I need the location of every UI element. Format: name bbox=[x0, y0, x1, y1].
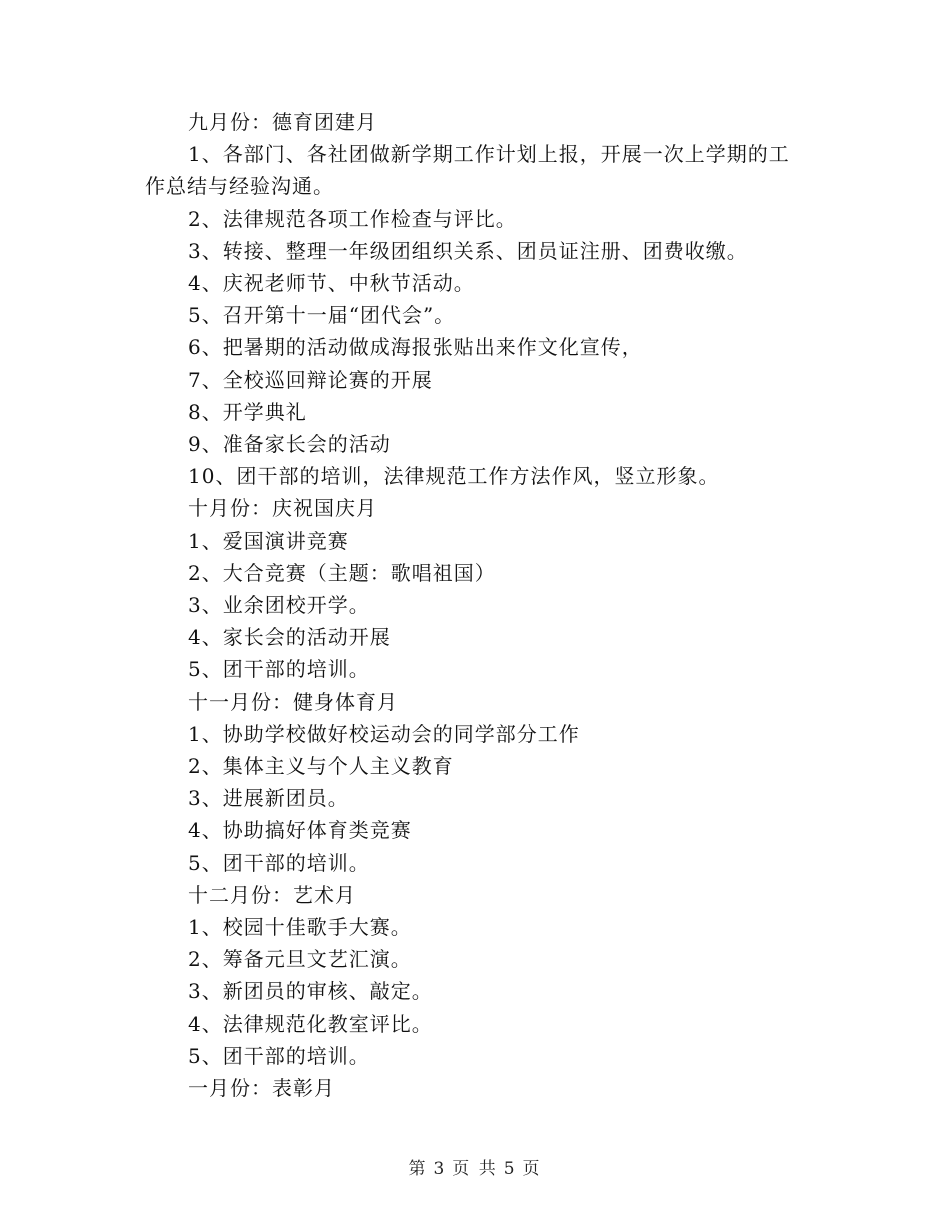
list-item: 6、把暑期的活动做成海报张贴出来作文化宣传， bbox=[188, 335, 643, 360]
footer-middle: 页 共 bbox=[452, 1159, 498, 1179]
list-item: 4、法律规范化教室评比。 bbox=[188, 1011, 433, 1036]
list-item: 3、转接、整理一年级团组织关系、团员证注册、团费收缴。 bbox=[188, 238, 748, 263]
list-item: 4、协助搞好体育类竞赛 bbox=[188, 818, 412, 843]
section-heading-november: 十一月份：健身体育月 bbox=[188, 689, 398, 714]
section-heading-october: 十月份：庆祝国庆月 bbox=[188, 496, 377, 521]
list-item: 1、协助学校做好校运动会的同学部分工作 bbox=[188, 721, 580, 746]
list-item: 1、爱国演讲竞赛 bbox=[188, 528, 349, 553]
list-item: 9、准备家长会的活动 bbox=[188, 432, 391, 457]
list-item: 2、法律规范各项工作检查与评比。 bbox=[188, 206, 517, 231]
list-item: 8、开学典礼 bbox=[188, 399, 307, 424]
list-item: 4、庆祝老师节、中秋节活动。 bbox=[188, 271, 475, 296]
footer-prefix: 第 bbox=[408, 1159, 428, 1179]
section-heading-december: 十二月份：艺术月 bbox=[188, 882, 356, 907]
document-body bbox=[145, 106, 810, 1104]
list-item: 3、进展新团员。 bbox=[188, 786, 349, 811]
total-page-number: 5 bbox=[503, 1159, 517, 1179]
list-item: 4、家长会的活动开展 bbox=[188, 625, 391, 650]
section-heading-january: 一月份：表彰月 bbox=[188, 1076, 335, 1101]
current-page-number: 3 bbox=[433, 1159, 447, 1179]
list-item: 2、集体主义与个人主义教育 bbox=[188, 754, 454, 779]
list-item: 5、团干部的培训。 bbox=[188, 1043, 370, 1068]
section-heading-september: 九月份：德育团建月 bbox=[188, 110, 377, 134]
list-item: 1、各部门、各社团做新学期工作计划上报，开展一次上学期的工作总结与经验沟通。 bbox=[145, 142, 790, 199]
page-footer bbox=[0, 1154, 950, 1179]
footer-suffix: 页 bbox=[522, 1159, 542, 1179]
list-item: 5、召开第十一届“团代会”。 bbox=[188, 303, 456, 328]
list-item: 5、团干部的培训。 bbox=[188, 850, 370, 875]
list-item: 10、团干部的培训，法律规范工作方法作风，竖立形象。 bbox=[188, 464, 720, 489]
list-item: 2、筹备元旦文艺汇演。 bbox=[188, 947, 412, 972]
list-item: 7、全校巡回辩论赛的开展 bbox=[188, 367, 433, 392]
list-item: 3、新团员的审核、敲定。 bbox=[188, 979, 433, 1004]
list-item: 2、大合竞赛（主题：歌唱祖国） bbox=[188, 560, 496, 585]
list-item: 3、业余团校开学。 bbox=[188, 593, 370, 618]
list-item: 1、校园十佳歌手大赛。 bbox=[188, 915, 412, 940]
list-item: 5、团干部的培训。 bbox=[188, 657, 370, 682]
